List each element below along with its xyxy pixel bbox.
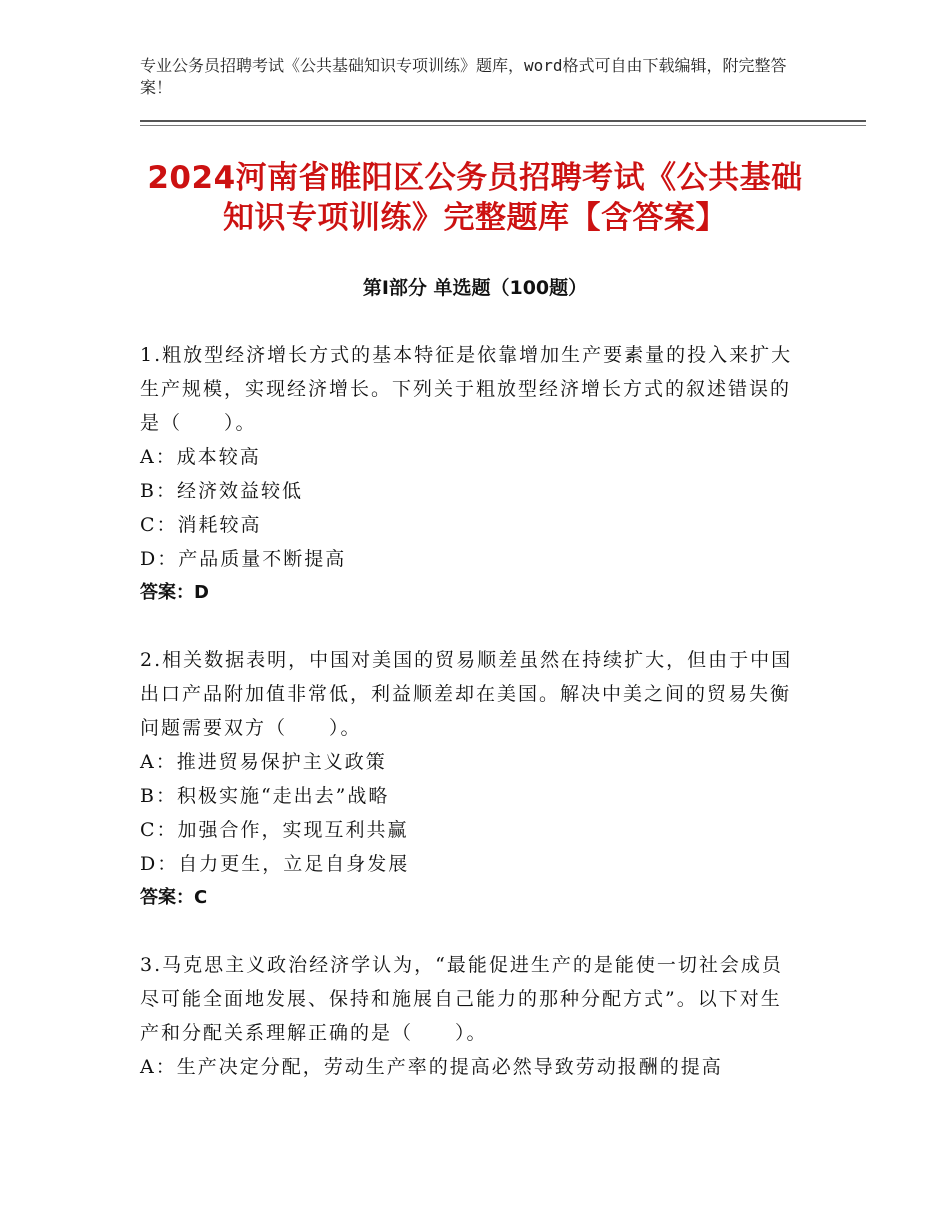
option-a: A：生产决定分配，劳动生产率的提高必然导致劳动报酬的提高: [140, 1056, 723, 1078]
option-a: A：成本较高: [140, 446, 261, 468]
document-title: 2024河南省睢阳区公务员招聘考试《公共基础知识专项训练》完整题库【含答案】: [147, 160, 803, 236]
header-divider: [140, 120, 866, 122]
question-stem: 3.马克思主义政治经济学认为，“最能促进生产的是能使一切社会成员尽可能全面地发展、保持和施展自己能力的那种分配方式”。以下对生产和分配关系理解正确的是（ ）。: [140, 954, 783, 1044]
header-divider-thin: [140, 125, 866, 126]
option-d: D：产品质量不断提高: [140, 548, 347, 570]
option-a: A：推进贸易保护主义政策: [140, 751, 387, 773]
section-title: 第Ⅰ部分 单选题（100题）: [362, 277, 588, 299]
option-b: B：积极实施“走出去”战略: [140, 785, 390, 807]
header-note: 专业公务员招聘考试《公共基础知识专项训练》题库，word格式可自由下载编辑，附完整答案！: [140, 56, 787, 97]
question-1: [140, 338, 800, 610]
option-c: C：加强合作，实现互利共赢: [140, 819, 409, 841]
question-list: [140, 338, 800, 1117]
question-2: [140, 643, 800, 915]
question-3: [140, 948, 800, 1084]
option-c: C：消耗较高: [140, 514, 262, 536]
answer: 答案：D: [140, 582, 209, 603]
option-d: D：自力更生，立足自身发展: [140, 853, 410, 875]
answer: 答案：C: [140, 887, 208, 908]
question-stem: 2.相关数据表明，中国对美国的贸易顺差虽然在持续扩大，但由于中国出口产品附加值非常低，利益顺差却在美国。解决中美之间的贸易失衡问题需要双方（ ）。: [140, 649, 793, 739]
option-b: B：经济效益较低: [140, 480, 303, 502]
question-stem: 1.粗放型经济增长方式的基本特征是依靠增加生产要素量的投入来扩大生产规模，实现经济增长。下列关于粗放型经济增长方式的叙述错误的是（ ）。: [140, 344, 793, 434]
